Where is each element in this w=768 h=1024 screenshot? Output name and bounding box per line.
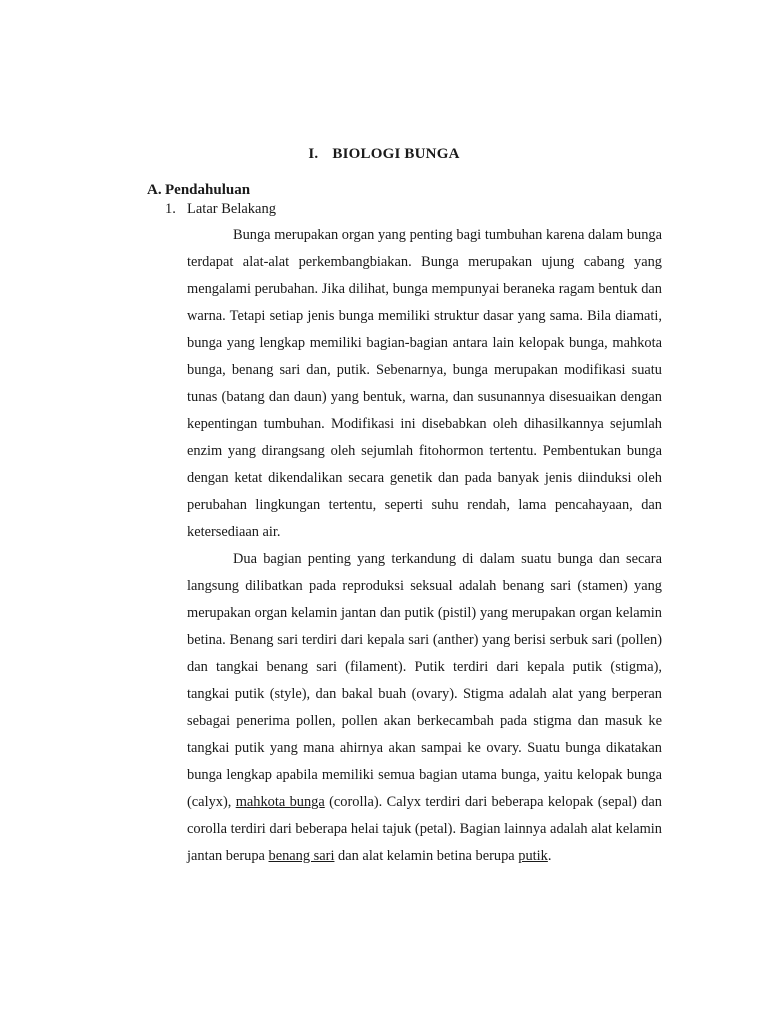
paragraph-2-text: dan alat kelamin betina berupa (334, 848, 519, 864)
section-letter: A. (147, 182, 162, 198)
chapter-title (0, 146, 768, 163)
underlined-term-mahkota-bunga: mahkota bunga (235, 794, 325, 810)
underlined-term-putik: putik (518, 848, 548, 864)
paragraph-2-text: Dua bagian penting yang terkandung di dalam suatu bunga dan secara langsung dilibatkan pada reproduksi seksual adalah benang sari (stamen) yang merupakan organ kelamin jantan dan putik (pistil) yang merupakan organ kelamin betina. Benang sari terdiri dari kepala sari (anther) yang berisi serbuk sari (pollen) dan tangkai benang sari (filament). Putik terdiri dari kepala putik (stigma), tangkai putik (style), dan bakal buah (ovary). Stigma adalah alat yang berperan sebagai penerima pollen, pollen akan berkecambah pada stigma dan masuk ke tangkai putik yang mana ahirnya akan sampai ke ovary. Suatu bunga dikatakan bunga lengkap apabila memiliki semua bagian utama bunga, yaitu kelopak bunga (calyx), (187, 551, 662, 810)
chapter-number: I. (308, 146, 319, 162)
paragraph-2-text: (corolla). Calyx terdiri dari beberapa kelopak (sepal) dan corolla terdiri dari beberapa helai tajuk (petal). Bagian lainnya adalah alat kelamin jantan berupa (187, 794, 662, 864)
paragraph-2 (187, 546, 662, 870)
section-heading (147, 182, 250, 199)
paragraph-1: Bunga merupakan organ yang penting bagi tumbuhan karena dalam bunga terdapat alat-alat perkembangbiakan. Bunga merupakan ujung cabang yang mengalami perubahan. Jika dilihat, bunga mempunyai beraneka ragam bentuk dan warna. Tetapi setiap jenis bunga memiliki struktur dasar yang sama. Bila diamati, bunga yang lengkap memiliki bagian-bagian antara lain kelopak bunga, mahkota bunga, benang sari dan, putik. Sebenarnya, bunga merupakan modifikasi suatu tunas (batang dan daun) yang bentuk, warna, dan susunannya disesuaikan dengan kepentingan tumbuhan. Modifikasi ini disebabkan oleh dihasilkannya sejumlah enzim yang dirangsang oleh sejumlah fitohormon tertentu. Pembentukan bunga dengan ketat dikendalikan secara genetik dan pada banyak jenis diinduksi oleh perubahan lingkungan tertentu, seperti suhu rendah, lama pencahayaan, dan ketersediaan air. (187, 227, 662, 540)
paragraph-2-text: . (547, 848, 552, 864)
underlined-term-benang-sari: benang sari (268, 848, 335, 864)
section-title: Pendahuluan (165, 182, 251, 198)
body-text (187, 222, 662, 870)
subsection-number: 1. (165, 201, 176, 217)
chapter-title-text: BIOLOGI BUNGA (332, 146, 460, 162)
subsection-title: Latar Belakang (187, 201, 276, 217)
subsection-heading (165, 201, 276, 218)
